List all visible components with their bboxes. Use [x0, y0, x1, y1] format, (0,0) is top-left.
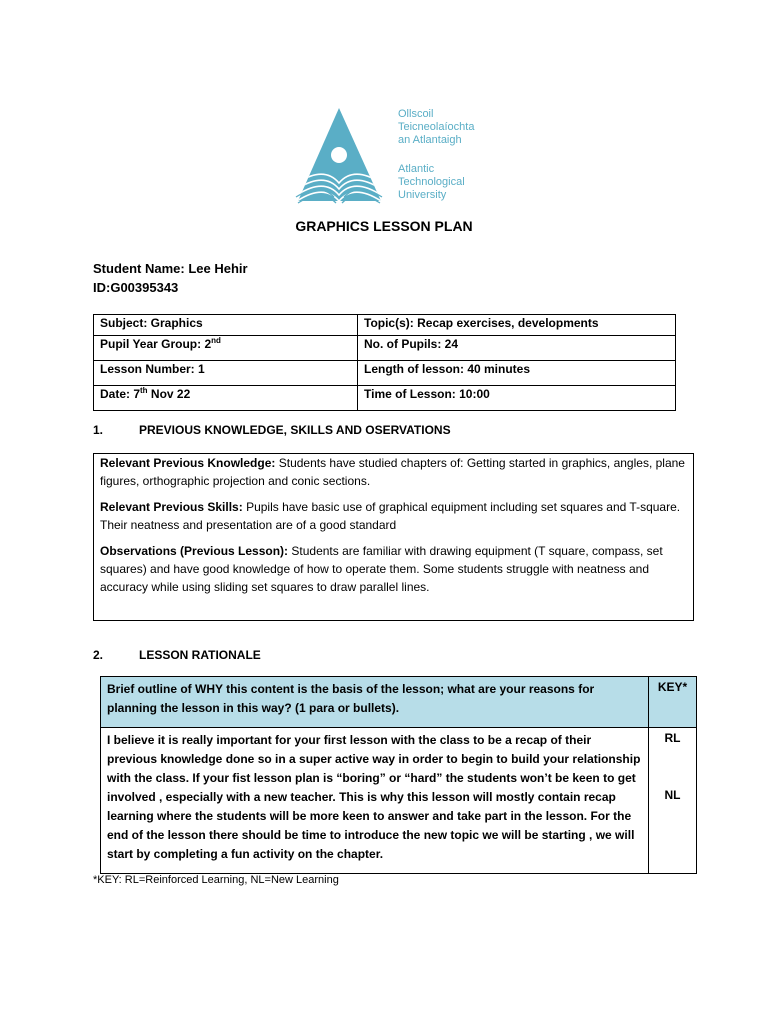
num-pupils-cell: No. of Pupils: 24	[358, 336, 676, 361]
logo-irish-line-2: Teicneolaíochta	[398, 121, 475, 133]
section-1-number: 1.	[93, 423, 104, 437]
key-header-text: KEY*	[657, 680, 688, 694]
student-info	[93, 259, 248, 297]
section-2-heading	[93, 648, 261, 662]
lesson-length-cell: Length of lesson: 40 minutes	[358, 361, 676, 386]
table-row	[94, 361, 676, 386]
lesson-info-table	[93, 314, 676, 411]
section-1-heading	[93, 423, 451, 437]
logo-irish-line-1: Ollscoil	[398, 108, 434, 120]
table-row	[94, 336, 676, 361]
lesson-number-cell: Lesson Number: 1	[94, 361, 358, 386]
rationale-header-cell	[101, 677, 649, 728]
key-header-cell	[649, 677, 696, 728]
knowledge-paragraph	[100, 454, 687, 490]
rationale-header-text: Brief outline of WHY this content is the basis of the lesson; what are your reasons for planning the lesson in this way? (1 para or bullets).	[107, 682, 595, 715]
logo-english-line-3: University	[398, 189, 447, 201]
rationale-table	[100, 676, 697, 874]
key-nl: NL	[664, 788, 681, 802]
time-cell: Time of Lesson: 10:00	[358, 386, 676, 411]
knowledge-label: Relevant Previous Knowledge:	[100, 456, 276, 470]
logo-english-line-2: Technological	[398, 176, 465, 188]
section-1-title: PREVIOUS KNOWLEDGE, SKILLS AND OSERVATIONS	[139, 423, 451, 437]
pupil-year-group-sup: nd	[211, 336, 221, 345]
section-2-title: LESSON RATIONALE	[139, 648, 261, 662]
date-cell	[94, 386, 358, 411]
previous-knowledge-box	[93, 453, 694, 621]
topics-cell: Topic(s): Recap exercises, developments	[358, 315, 676, 336]
atu-logo-icon	[284, 93, 394, 211]
logo-irish-line-3: an Atlantaigh	[398, 134, 462, 146]
university-name	[398, 108, 498, 202]
page-title: GRAPHICS LESSON PLAN	[295, 218, 473, 234]
key-values-cell	[649, 728, 696, 873]
date-prefix: Date: 7	[100, 387, 141, 401]
pupil-year-group-cell	[94, 336, 358, 361]
date-suffix: Nov 22	[147, 387, 191, 401]
rationale-body-text: I believe it is really important for your first lesson with the class to be a recap of their previous knowledge done so in a super active way in order to begin to build your relationship with the class. If your fist lesson plan is “boring” or “hard” the students won’t be keen to get involved , especially with a new teacher. This is why this lesson will mostly contain recap learning where the students will be more keen to answer and take part in the lesson. For the end of the lesson there should be time to introduce the new topic we will be starting , we will start by completing a fun activity on the chapter.	[107, 733, 641, 861]
student-id: ID:G00395343	[93, 280, 179, 295]
section-2-number: 2.	[93, 648, 104, 662]
observations-paragraph	[100, 542, 687, 596]
observations-text: Students are familiar with drawing equipment (T square, compass, set squares) and have good knowledge of how to operate them. Some students struggle with neatness and accuracy while using sliding set squares to draw parallel lines.	[100, 544, 663, 594]
knowledge-text: Students have studied chapters of: Getting started in graphics, angles, plane figures, orthographic projection and conic sections.	[100, 456, 685, 488]
student-name: Student Name: Lee Hehir	[93, 261, 248, 276]
observations-label: Observations (Previous Lesson):	[100, 544, 289, 558]
key-footnote: *KEY: RL=Reinforced Learning, NL=New Learning	[93, 874, 339, 886]
logo-english-line-1: Atlantic	[398, 163, 435, 175]
skills-paragraph	[100, 498, 687, 534]
table-row	[94, 315, 676, 336]
rationale-body-cell	[101, 728, 649, 873]
skills-text: Pupils have basic use of graphical equipment including set squares and T-square. Their neatness and presentation are of a good standard	[100, 500, 681, 532]
key-rl: RL	[664, 731, 681, 745]
pupil-year-group-text: Pupil Year Group: 2	[100, 337, 212, 351]
subject-cell: Subject: Graphics	[94, 315, 358, 336]
table-row	[94, 386, 676, 411]
skills-label: Relevant Previous Skills:	[100, 500, 243, 514]
date-sup: th	[140, 386, 148, 395]
